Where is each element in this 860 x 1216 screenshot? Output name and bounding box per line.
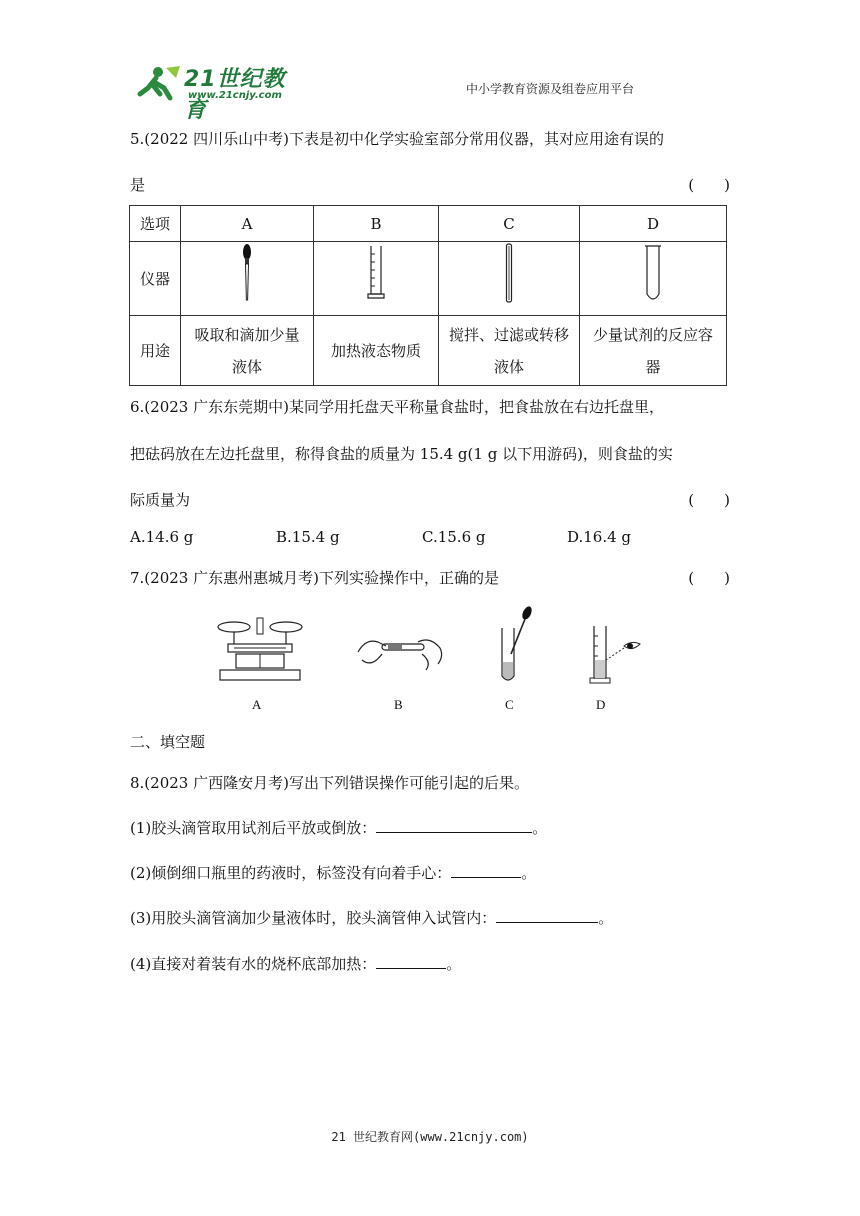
figure-label-a: A bbox=[252, 697, 262, 712]
page-footer: 21 世纪教育网(www.21cnjy.com) bbox=[331, 1130, 529, 1144]
test-tube-icon bbox=[642, 242, 664, 304]
q7-answer-paren: ( ) bbox=[688, 569, 730, 587]
q6-option-b: B.15.4 g bbox=[276, 528, 340, 546]
table-header-option: 选项 bbox=[130, 206, 181, 242]
figure-label-c: C bbox=[505, 697, 514, 712]
table-cell-instrument-a bbox=[181, 242, 314, 316]
q6-stem-line1: 6.(2023 广东东莞期中)某同学用托盘天平称量食盐时，把食盐放在右边托盘里， bbox=[130, 398, 664, 416]
q8-item-1-end: 。 bbox=[532, 819, 548, 837]
q8-item-2-end: 。 bbox=[521, 864, 537, 882]
q7-stem: 7.(2023 广东惠州惠城月考)下列实验操作中，正确的是 bbox=[130, 569, 499, 587]
dropper-icon bbox=[237, 242, 257, 304]
table-header-instrument: 仪器 bbox=[130, 242, 181, 316]
table-cell-use-a bbox=[181, 316, 314, 386]
header-platform-title: 中小学教育资源及组卷应用平台 bbox=[466, 82, 635, 96]
q8-answer-blank-1[interactable] bbox=[376, 818, 532, 833]
table-col-d: D bbox=[580, 206, 727, 242]
q8-stem: 8.(2023 广西隆安月考)写出下列错误操作可能引起的后果。 bbox=[130, 774, 529, 792]
table-cell-use-c bbox=[439, 316, 580, 386]
q8-item-4 bbox=[130, 953, 461, 974]
logo-url: www.21cnjy.com bbox=[188, 90, 282, 101]
table-col-b: B bbox=[314, 206, 439, 242]
instrument-table bbox=[129, 205, 727, 386]
q6-option-d: D.16.4 g bbox=[567, 528, 632, 546]
q8-item-2 bbox=[130, 862, 536, 883]
q8-item-3-end: 。 bbox=[598, 909, 614, 927]
table-cell-use-b bbox=[314, 316, 439, 386]
use-c-line2: 液体 bbox=[493, 357, 524, 376]
table-cell-instrument-d bbox=[580, 242, 727, 316]
table-cell-use-d bbox=[580, 316, 727, 386]
figure-label-b: B bbox=[394, 697, 403, 712]
site-logo bbox=[136, 62, 306, 123]
read-cylinder-figure bbox=[584, 622, 644, 686]
q8-item-2-text: (2)倾倒细口瓶里的药液时，标签没有向着手心： bbox=[130, 864, 452, 882]
q5-stem-line2: 是 bbox=[130, 176, 146, 194]
q8-item-3 bbox=[130, 907, 613, 928]
q8-item-4-text: (4)直接对着装有水的烧杯底部加热： bbox=[130, 955, 377, 973]
table-col-a: A bbox=[181, 206, 314, 242]
logo-text: 21世纪教育 bbox=[184, 67, 286, 123]
table-cell-instrument-c bbox=[439, 242, 580, 316]
table-header-use: 用途 bbox=[130, 316, 181, 386]
dropper-into-tube-figure bbox=[496, 604, 536, 686]
use-c-line1: 搅拌、过滤或转移 bbox=[448, 325, 569, 344]
q8-answer-blank-4[interactable] bbox=[376, 954, 446, 969]
q6-stem-line3: 际质量为 bbox=[130, 491, 191, 509]
glass-rod-icon bbox=[502, 242, 516, 304]
runner-logo-icon bbox=[136, 64, 184, 104]
use-a-line2: 液体 bbox=[231, 357, 262, 376]
table-col-c: C bbox=[439, 206, 580, 242]
table-cell-instrument-b bbox=[314, 242, 439, 316]
q5-stem-line1: 5.(2022 四川乐山中考)下表是初中化学实验室部分常用仪器，其对应用途有误的 bbox=[130, 130, 664, 148]
q8-item-1 bbox=[130, 817, 547, 838]
q8-answer-blank-3[interactable] bbox=[496, 908, 598, 923]
q8-item-1-text: (1)胶头滴管取用试剂后平放或倒放： bbox=[130, 819, 377, 837]
q8-item-4-end: 。 bbox=[446, 955, 462, 973]
q6-answer-paren: ( ) bbox=[688, 491, 730, 509]
q6-option-a: A.14.6 g bbox=[130, 528, 194, 546]
balance-scale-figure bbox=[214, 614, 306, 686]
use-d-line2: 器 bbox=[645, 357, 661, 376]
use-a-line1: 吸取和滴加少量 bbox=[194, 325, 300, 344]
q6-stem-line2: 把砝码放在左边托盘里，称得食盐的质量为 15.4 g(1 g 以下用游码)，则食盐的实 bbox=[130, 445, 673, 463]
q8-answer-blank-2[interactable] bbox=[451, 863, 521, 878]
use-b-line1: 加热液态物质 bbox=[330, 341, 421, 360]
figure-label-d: D bbox=[596, 697, 606, 712]
q6-option-c: C.15.6 g bbox=[422, 528, 486, 546]
use-d-line1: 少量试剂的反应容 bbox=[592, 325, 713, 344]
q5-answer-paren: ( ) bbox=[688, 176, 730, 194]
q8-item-3-text: (3)用胶头滴管滴加少量液体时，胶头滴管伸入试管内： bbox=[130, 909, 497, 927]
tube-hands-figure bbox=[352, 624, 448, 680]
section-title: 二、填空题 bbox=[130, 733, 206, 751]
graduated-cylinder-icon bbox=[364, 242, 388, 304]
